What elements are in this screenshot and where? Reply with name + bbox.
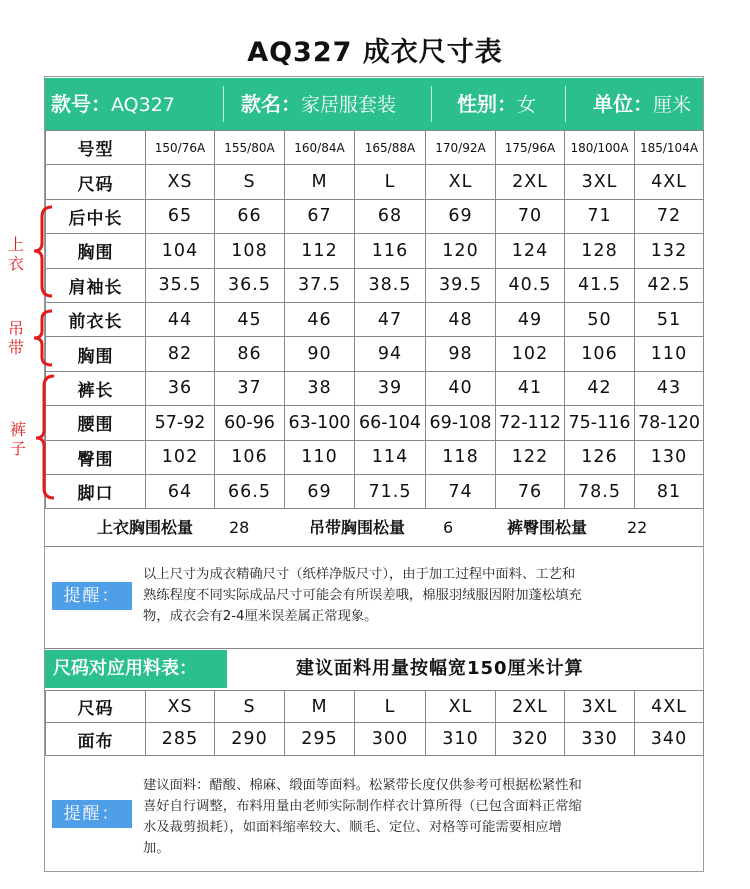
top-chest-ease-label: 上衣胸围松量 bbox=[97, 518, 194, 537]
table-cell: 78-120 bbox=[635, 406, 704, 440]
table-cell: 290 bbox=[215, 723, 285, 755]
header-divider bbox=[223, 86, 224, 122]
table-cell: 67 bbox=[285, 199, 355, 233]
table-cell: 126 bbox=[565, 440, 635, 474]
table-cell: 45 bbox=[215, 302, 285, 336]
table-cell: 86 bbox=[215, 337, 285, 371]
fabric-heading: 尺码对应用料表： bbox=[45, 650, 227, 688]
table-cell: 66.5 bbox=[215, 474, 285, 508]
table-cell: 4XL bbox=[635, 165, 704, 199]
row-label: 腰围 bbox=[46, 406, 146, 440]
side-label-top: 上衣 bbox=[7, 235, 24, 273]
table-cell: 37.5 bbox=[285, 268, 355, 302]
size-table-body bbox=[46, 131, 704, 509]
table-cell: M bbox=[285, 165, 355, 199]
table-cell: 36 bbox=[146, 371, 215, 405]
table-cell: 128 bbox=[565, 234, 635, 268]
table-cell: 65 bbox=[146, 199, 215, 233]
table-cell: 48 bbox=[426, 302, 496, 336]
table-cell: 110 bbox=[285, 440, 355, 474]
table-cell: 310 bbox=[426, 723, 496, 755]
table-cell: 110 bbox=[635, 337, 704, 371]
unit-value: 厘米 bbox=[653, 94, 692, 116]
table-cell: 41 bbox=[496, 371, 565, 405]
tip-line: 以上尺寸为成衣精确尺寸（纸样净版尺寸），由于加工过程中面料、工艺和 bbox=[143, 567, 576, 582]
table-row bbox=[46, 199, 704, 233]
table-cell: 38 bbox=[285, 371, 355, 405]
size-table bbox=[45, 130, 704, 509]
style-name-value: 家居服套装 bbox=[301, 94, 397, 116]
table-cell: 42.5 bbox=[635, 268, 704, 302]
table-cell: 170/92A bbox=[426, 131, 496, 165]
table-cell: 60-96 bbox=[215, 406, 285, 440]
table-cell: 90 bbox=[285, 337, 355, 371]
table-cell: 71 bbox=[565, 199, 635, 233]
fabric-width-note: 建议面料用量按幅宽150厘米计算 bbox=[296, 658, 584, 679]
table-cell: 42 bbox=[565, 371, 635, 405]
tip-line: 加。 bbox=[143, 841, 170, 856]
table-row bbox=[46, 406, 704, 440]
table-cell: 180/100A bbox=[565, 131, 635, 165]
table-cell: 51 bbox=[635, 302, 704, 336]
gender-value: 女 bbox=[517, 94, 537, 116]
table-cell: 81 bbox=[635, 474, 704, 508]
row-label: 胸围 bbox=[46, 234, 146, 268]
table-cell: 185/104A bbox=[635, 131, 704, 165]
table-cell: 112 bbox=[285, 234, 355, 268]
divider bbox=[45, 648, 703, 649]
style-number-label: 款号： bbox=[51, 92, 111, 116]
table-cell: 150/76A bbox=[146, 131, 215, 165]
table-cell: 3XL bbox=[565, 691, 635, 723]
cami-chest-ease-value: 6 bbox=[443, 518, 454, 537]
table-cell: 78.5 bbox=[565, 474, 635, 508]
side-label-camisole: 吊带 bbox=[7, 319, 24, 357]
table-cell: 2XL bbox=[496, 165, 565, 199]
row-label: 胸围 bbox=[46, 337, 146, 371]
table-cell: 43 bbox=[635, 371, 704, 405]
row-label: 脚口 bbox=[46, 474, 146, 508]
cami-chest-ease-label: 吊带胸围松量 bbox=[309, 518, 406, 537]
table-cell: 155/80A bbox=[215, 131, 285, 165]
table-cell: 340 bbox=[635, 723, 704, 755]
tip-text bbox=[143, 564, 582, 627]
table-cell: 66 bbox=[215, 199, 285, 233]
table-cell: 74 bbox=[426, 474, 496, 508]
style-name-cell bbox=[241, 78, 396, 130]
table-cell: 69-108 bbox=[426, 406, 496, 440]
table-cell: 94 bbox=[355, 337, 426, 371]
table-cell: 35.5 bbox=[146, 268, 215, 302]
row-label: 面布 bbox=[46, 723, 146, 755]
table-cell: M bbox=[285, 691, 355, 723]
table-cell: 47 bbox=[355, 302, 426, 336]
table-cell: 130 bbox=[635, 440, 704, 474]
table-cell: 40 bbox=[426, 371, 496, 405]
table-cell: 175/96A bbox=[496, 131, 565, 165]
tip-line: 建议面料：醋酸、棉麻、缎面等面料。松紧带长度仅供参考可根据松紧性和 bbox=[143, 778, 582, 793]
table-row bbox=[46, 371, 704, 405]
unit-cell bbox=[593, 78, 691, 130]
row-label: 尺码 bbox=[46, 691, 146, 723]
fabric-table-body bbox=[46, 691, 704, 756]
table-cell: 102 bbox=[496, 337, 565, 371]
table-row bbox=[46, 691, 704, 723]
table-row bbox=[46, 131, 704, 165]
gender-label: 性别： bbox=[457, 92, 517, 116]
table-cell: 285 bbox=[146, 723, 215, 755]
style-name-label: 款名： bbox=[241, 92, 301, 116]
table-cell: 69 bbox=[285, 474, 355, 508]
table-row bbox=[46, 723, 704, 755]
table-cell: 320 bbox=[496, 723, 565, 755]
table-cell: 2XL bbox=[496, 691, 565, 723]
table-cell: 106 bbox=[215, 440, 285, 474]
table-cell: 122 bbox=[496, 440, 565, 474]
table-cell: XS bbox=[146, 165, 215, 199]
table-cell: 40.5 bbox=[496, 268, 565, 302]
style-number-cell bbox=[51, 78, 175, 130]
tip-text bbox=[143, 775, 582, 859]
table-cell: 36.5 bbox=[215, 268, 285, 302]
table-row bbox=[46, 165, 704, 199]
table-row bbox=[46, 337, 704, 371]
table-row bbox=[46, 268, 704, 302]
table-cell: L bbox=[355, 691, 426, 723]
table-cell: 50 bbox=[565, 302, 635, 336]
table-cell: 75-116 bbox=[565, 406, 635, 440]
pants-hip-ease-label: 裤臀围松量 bbox=[507, 518, 588, 537]
divider bbox=[45, 546, 703, 547]
style-number-value: AQ327 bbox=[111, 94, 175, 116]
table-cell: 98 bbox=[426, 337, 496, 371]
page-title: AQ327 成衣尺寸表 bbox=[247, 37, 503, 68]
ease-row bbox=[45, 510, 703, 546]
table-cell: 69 bbox=[426, 199, 496, 233]
table-cell: 124 bbox=[496, 234, 565, 268]
table-cell: 39 bbox=[355, 371, 426, 405]
table-row bbox=[46, 234, 704, 268]
table-cell: 63-100 bbox=[285, 406, 355, 440]
bracket-camisole bbox=[34, 311, 52, 365]
table-cell: 114 bbox=[355, 440, 426, 474]
table-cell: 57-92 bbox=[146, 406, 215, 440]
row-label: 前衣长 bbox=[46, 302, 146, 336]
table-cell: XS bbox=[146, 691, 215, 723]
table-cell: 70 bbox=[496, 199, 565, 233]
table-cell: 116 bbox=[355, 234, 426, 268]
table-cell: 44 bbox=[146, 302, 215, 336]
table-cell: 118 bbox=[426, 440, 496, 474]
table-cell: 132 bbox=[635, 234, 704, 268]
table-cell: S bbox=[215, 165, 285, 199]
table-cell: 295 bbox=[285, 723, 355, 755]
header-divider bbox=[565, 86, 566, 122]
table-cell: 165/88A bbox=[355, 131, 426, 165]
tip-line: 物，成衣会有2-4厘米误差属正常现象。 bbox=[143, 609, 378, 624]
top-chest-ease-value: 28 bbox=[229, 518, 250, 537]
table-cell: 46 bbox=[285, 302, 355, 336]
tip-line: 水及裁剪损耗），如面料缩率较大、顺毛、定位、对格等可能需要相应增 bbox=[143, 820, 562, 835]
header-divider bbox=[431, 86, 432, 122]
table-row bbox=[46, 440, 704, 474]
table-cell: 120 bbox=[426, 234, 496, 268]
table-row bbox=[46, 474, 704, 508]
table-cell: 108 bbox=[215, 234, 285, 268]
bracket-pants bbox=[36, 376, 54, 498]
fabric-usage-table bbox=[45, 690, 704, 756]
table-cell: S bbox=[215, 691, 285, 723]
bracket-top bbox=[34, 207, 52, 296]
table-cell: 39.5 bbox=[426, 268, 496, 302]
tip-line: 熟练程度不同实际成品尺寸可能会有所误差哦，棉服羽绒服因附加蓬松填充 bbox=[143, 588, 582, 603]
row-label: 臀围 bbox=[46, 440, 146, 474]
tip-badge: 提醒： bbox=[52, 582, 132, 610]
row-label: 号型 bbox=[46, 131, 146, 165]
table-cell: 104 bbox=[146, 234, 215, 268]
row-label: 裤长 bbox=[46, 371, 146, 405]
table-cell: 68 bbox=[355, 199, 426, 233]
table-cell: 37 bbox=[215, 371, 285, 405]
table-cell: 300 bbox=[355, 723, 426, 755]
table-cell: 49 bbox=[496, 302, 565, 336]
tip-line: 喜好自行调整，布料用量由老师实际制作样衣计算所得（已包含面料正常缩 bbox=[143, 799, 582, 814]
table-cell: 64 bbox=[146, 474, 215, 508]
table-cell: 102 bbox=[146, 440, 215, 474]
table-cell: 38.5 bbox=[355, 268, 426, 302]
table-cell: 76 bbox=[496, 474, 565, 508]
table-cell: XL bbox=[426, 691, 496, 723]
pants-hip-ease-value: 22 bbox=[627, 518, 648, 537]
unit-label: 单位： bbox=[593, 92, 653, 116]
info-header-bar bbox=[45, 78, 703, 130]
tip-badge: 提醒： bbox=[52, 800, 132, 828]
table-cell: 4XL bbox=[635, 691, 704, 723]
table-cell: 66-104 bbox=[355, 406, 426, 440]
table-cell: XL bbox=[426, 165, 496, 199]
row-label: 后中长 bbox=[46, 199, 146, 233]
table-cell: L bbox=[355, 165, 426, 199]
table-cell: 330 bbox=[565, 723, 635, 755]
table-cell: 71.5 bbox=[355, 474, 426, 508]
table-cell: 72 bbox=[635, 199, 704, 233]
table-cell: 160/84A bbox=[285, 131, 355, 165]
row-label: 肩袖长 bbox=[46, 268, 146, 302]
row-label: 尺码 bbox=[46, 165, 146, 199]
table-cell: 106 bbox=[565, 337, 635, 371]
table-cell: 82 bbox=[146, 337, 215, 371]
side-label-pants: 裤子 bbox=[9, 420, 26, 458]
table-cell: 3XL bbox=[565, 165, 635, 199]
table-row bbox=[46, 302, 704, 336]
table-cell: 41.5 bbox=[565, 268, 635, 302]
table-cell: 72-112 bbox=[496, 406, 565, 440]
gender-cell bbox=[457, 78, 536, 130]
